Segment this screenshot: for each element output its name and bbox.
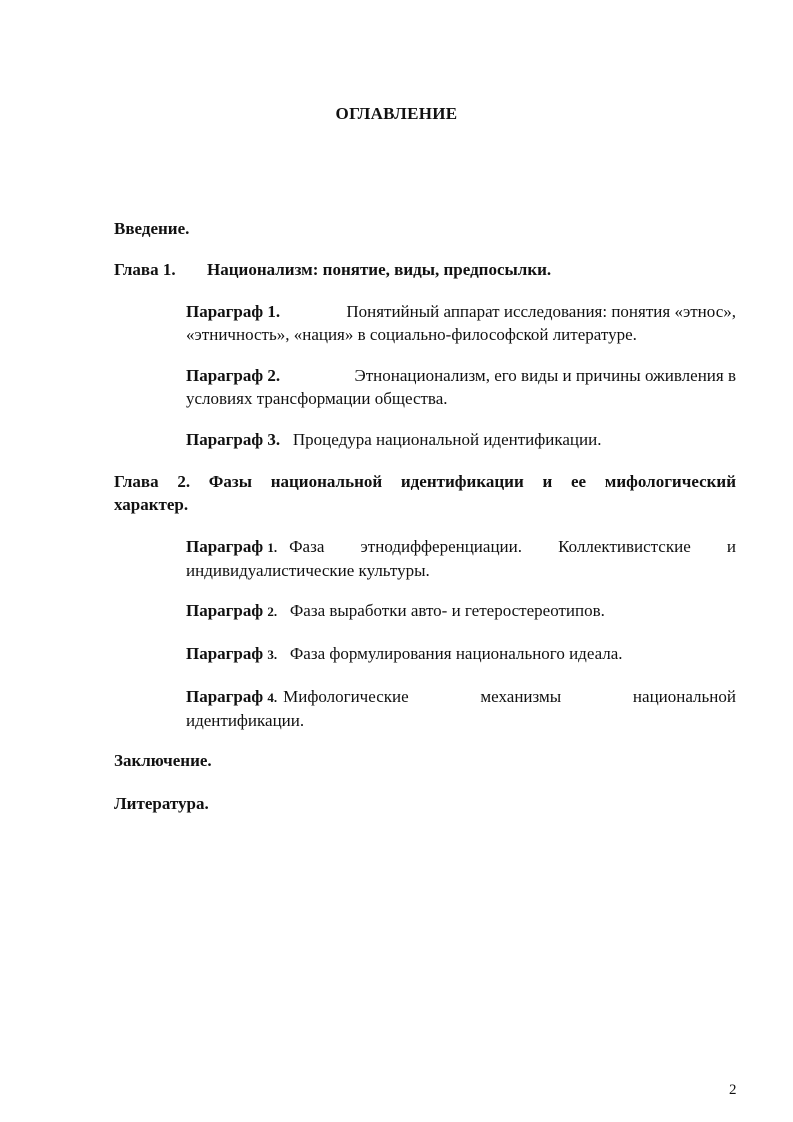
ch2-p4-label: Параграф 4.: [186, 687, 278, 706]
ch2-p1-label: Параграф 1.: [186, 537, 278, 556]
ch1-p2-first-line: [186, 364, 736, 387]
ch2-paragraph-1: [186, 535, 736, 582]
ch2-paragraph-4: [186, 685, 736, 732]
ch2-p4-first-line: [186, 685, 736, 709]
chapter2-heading: [114, 470, 736, 516]
chapter1-title: Национализм: понятие, виды, предпосылки.: [207, 260, 552, 279]
ch2-p4-text-1: Мифологические механизмы национальной: [283, 687, 736, 706]
toc-conclusion: Заключение.: [114, 751, 212, 770]
ch1-p1-text-1: Понятийный аппарат исследования: понятия «этнос»,: [346, 302, 736, 321]
toc-literature: Литература.: [114, 794, 209, 813]
page-title: ОГЛАВЛЕНИЕ: [335, 104, 458, 123]
ch2-p1-text-1: Фаза этнодифференциации. Коллективистские и: [289, 537, 736, 556]
chapter2-title-line1: Глава 2. Фазы национальной идентификации и ее мифологический: [114, 472, 736, 491]
ch2-p4-text-2: идентификации.: [186, 711, 305, 730]
ch1-paragraph-2: [186, 364, 736, 410]
ch2-p1-first-line: [186, 535, 736, 559]
ch2-paragraph-2: [186, 599, 736, 623]
ch2-paragraph-3: [186, 642, 736, 666]
chapter2-title-line2: характер.: [114, 495, 189, 514]
ch2-p2-label: Параграф 2.: [186, 601, 278, 620]
ch1-paragraph-3: [186, 428, 736, 451]
ch2-p3-text-1: Фаза формулирования национального идеала.: [289, 644, 623, 663]
ch2-p3-label: Параграф 3.: [186, 644, 278, 663]
page-number: 2: [729, 1082, 737, 1098]
ch1-p1-first-line: [186, 300, 736, 323]
ch1-p1-label: Параграф 1.: [186, 302, 281, 321]
ch1-p3-text-1: Процедура национальной идентификации.: [292, 430, 602, 449]
ch1-p2-text-2: условиях трансформации общества.: [186, 389, 448, 408]
ch1-p2-text-1: Этнонационализм, его виды и причины оживления в: [354, 366, 736, 385]
ch1-paragraph-1: [186, 300, 736, 346]
toc-intro: Введение.: [114, 219, 190, 238]
chapter1-label: Глава 1.: [114, 260, 176, 279]
ch1-p3-label: Параграф 3.: [186, 430, 281, 449]
ch2-p1-text-2: индивидуалистические культуры.: [186, 561, 430, 580]
ch1-p1-text-2: «этничность», «нация» в социально-философской литературе.: [186, 325, 637, 344]
ch2-p2-text-1: Фаза выработки авто- и гетеростереотипов.: [289, 601, 605, 620]
ch1-p2-label: Параграф 2.: [186, 366, 281, 385]
